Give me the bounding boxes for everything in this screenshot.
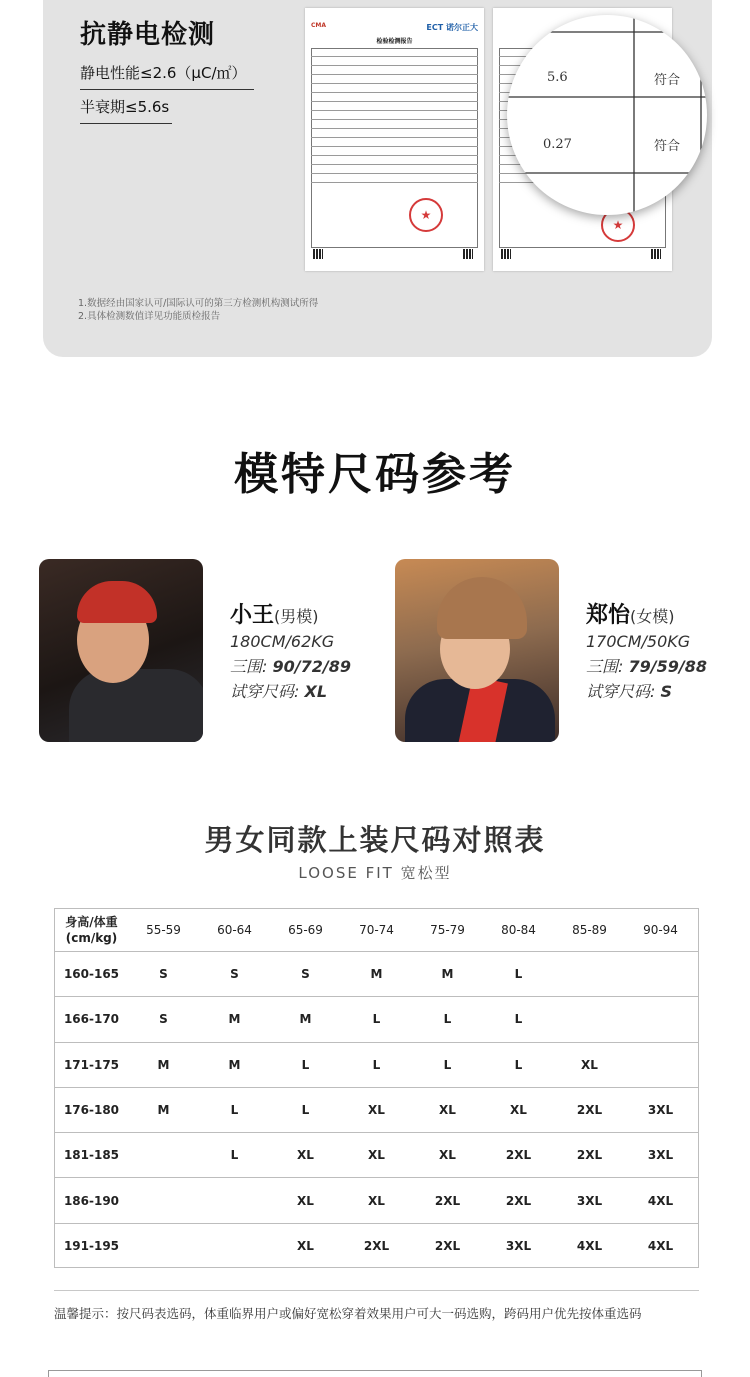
size-cell xyxy=(128,1133,199,1177)
size-cell: L xyxy=(514,967,523,982)
size-cell: L xyxy=(230,1103,239,1118)
size-cell: 2XL xyxy=(505,1193,532,1208)
size-cell xyxy=(199,1224,270,1269)
table-row xyxy=(55,952,698,997)
size-cell xyxy=(625,997,696,1041)
size-cell: 4XL xyxy=(647,1239,674,1254)
table-row xyxy=(55,997,698,1042)
size-cell: L xyxy=(443,1057,452,1072)
test-note: 1.数据经由国家认可/国际认可的第三方检测机构测试所得 xyxy=(78,298,319,309)
size-cell: 3XL xyxy=(505,1239,532,1254)
size-cell: 2XL xyxy=(576,1148,603,1163)
model-name: 小王 xyxy=(230,603,275,628)
try-on-size-label: 试穿尺码: xyxy=(230,682,305,701)
cma-logo: CMA xyxy=(311,22,327,29)
size-cell xyxy=(554,952,625,996)
model-role: (女模) xyxy=(630,607,675,626)
size-cell: S xyxy=(230,967,239,982)
height-range-cell: 166-170 xyxy=(63,1012,120,1027)
model-role: (男模) xyxy=(274,607,319,626)
size-cell: 3XL xyxy=(647,1148,674,1163)
size-cell: L xyxy=(514,1012,523,1027)
qr-code-icon xyxy=(651,249,661,259)
qr-code-icon xyxy=(313,249,323,259)
size-cell: M xyxy=(157,1057,170,1072)
corner-header-line: 身高/体重 xyxy=(65,915,118,929)
weight-column-header: 70-74 xyxy=(359,923,394,937)
female-model-info xyxy=(586,603,707,704)
red-seal-icon: ★ xyxy=(409,198,443,232)
size-cell: 4XL xyxy=(576,1239,603,1254)
ect-logo: ECT 诺尔正大 xyxy=(426,23,478,32)
magnifier-zoom xyxy=(507,15,707,215)
table-row xyxy=(55,1133,698,1178)
size-cell: L xyxy=(514,1057,523,1072)
try-on-size-label: 试穿尺码: xyxy=(586,682,661,701)
zoomed-result: 符合 xyxy=(654,139,681,154)
size-cell: S xyxy=(159,967,168,982)
model-height-weight: 170CM/50KG xyxy=(586,632,691,651)
measure-label: 三围: xyxy=(586,657,629,676)
size-cell: XL xyxy=(368,1148,385,1163)
try-on-size-value: XL xyxy=(304,682,328,701)
height-range-cell: 191-195 xyxy=(63,1239,120,1254)
test-notes xyxy=(78,297,318,323)
zoomed-value: 0.27 xyxy=(543,137,572,152)
report-rows xyxy=(311,48,478,198)
qr-code-icon xyxy=(463,249,473,259)
weight-column-header: 55-59 xyxy=(146,923,181,937)
height-range-cell: 171-175 xyxy=(63,1057,120,1072)
table-row xyxy=(55,1224,698,1269)
size-cell: M xyxy=(370,967,383,982)
size-cell: 4XL xyxy=(647,1193,674,1208)
table-row xyxy=(55,1179,698,1224)
red-seal-icon: ★ xyxy=(601,208,635,242)
zoomed-table-grid xyxy=(507,15,707,215)
test-report-page-1 xyxy=(305,8,484,271)
size-cell: S xyxy=(159,1012,168,1027)
antistatic-title: 抗静电检测 xyxy=(80,20,216,50)
size-cell: M xyxy=(299,1012,312,1027)
size-chart-title: 男女同款上装尺码对照表 xyxy=(204,823,546,857)
size-cell: 2XL xyxy=(434,1193,461,1208)
size-cell: M xyxy=(228,1012,241,1027)
size-cell: XL xyxy=(439,1148,456,1163)
qr-code-icon xyxy=(501,249,511,259)
table-header-row xyxy=(55,909,698,952)
weight-column-header: 85-89 xyxy=(572,923,607,937)
male-model-photo xyxy=(39,559,203,742)
size-cell: XL xyxy=(368,1103,385,1118)
size-cell xyxy=(128,1224,199,1269)
weight-column-header: 80-84 xyxy=(501,923,536,937)
size-cell: L xyxy=(372,1012,381,1027)
height-range-cell: 181-185 xyxy=(63,1148,120,1163)
size-cell: M xyxy=(228,1057,241,1072)
size-cell: L xyxy=(372,1057,381,1072)
size-cell: XL xyxy=(510,1103,527,1118)
model-name: 郑怡 xyxy=(586,603,631,628)
female-model-photo xyxy=(395,559,559,742)
half-life-spec: 半衰期≤5.6s xyxy=(80,96,172,124)
size-cell: XL xyxy=(581,1057,598,1072)
size-cell: 2XL xyxy=(576,1103,603,1118)
height-range-cell: 176-180 xyxy=(63,1103,120,1118)
weight-column-header: 75-79 xyxy=(430,923,465,937)
report-title: 检验检测报告 xyxy=(376,38,413,45)
corner-header-line: (cm/kg) xyxy=(65,931,118,945)
table-row xyxy=(55,1043,698,1088)
table-row xyxy=(55,1088,698,1133)
size-cell: XL xyxy=(297,1239,314,1254)
size-cell: 3XL xyxy=(576,1193,603,1208)
size-cell xyxy=(625,952,696,996)
zoomed-value: 5.6 xyxy=(547,70,568,85)
size-cell: 2XL xyxy=(434,1239,461,1254)
size-cell: L xyxy=(301,1103,310,1118)
size-cell: M xyxy=(157,1103,170,1118)
weight-column-header: 90-94 xyxy=(643,923,678,937)
size-cell: XL xyxy=(439,1103,456,1118)
size-cell: 2XL xyxy=(505,1148,532,1163)
measure-value: 79/59/88 xyxy=(628,657,707,676)
size-chart-subtitle: LOOSE FIT 宽松型 xyxy=(298,864,452,882)
size-cell: L xyxy=(301,1057,310,1072)
divider xyxy=(54,1290,699,1291)
size-cell: L xyxy=(443,1012,452,1027)
height-range-cell: 160-165 xyxy=(63,967,120,982)
measure-value: 90/72/89 xyxy=(272,657,351,676)
size-tip: 温馨提示：按尺码表选码，体重临界用户或偏好宽松穿着效果用户可大一码选购，跨码用户优先按体重选码 xyxy=(54,1306,642,1321)
size-cell xyxy=(199,1179,270,1223)
male-model-info xyxy=(230,603,351,704)
size-cell: S xyxy=(301,967,310,982)
measure-label: 三围: xyxy=(230,657,273,676)
try-on-size-value: S xyxy=(660,682,673,701)
next-section-frame xyxy=(48,1370,702,1377)
size-chart-table xyxy=(54,908,699,1268)
size-cell xyxy=(625,1043,696,1087)
size-cell: M xyxy=(441,967,454,982)
height-range-cell: 186-190 xyxy=(63,1193,120,1208)
size-cell: L xyxy=(230,1148,239,1163)
test-note: 2.具体检测数值详见功能质检报告 xyxy=(78,311,221,322)
size-cell xyxy=(554,997,625,1041)
size-cell: XL xyxy=(368,1193,385,1208)
model-section-title: 模特尺码参考 xyxy=(234,449,516,500)
corner-header xyxy=(55,909,128,951)
zoomed-result: 符合 xyxy=(654,73,681,88)
size-cell: 2XL xyxy=(363,1239,390,1254)
size-cell: XL xyxy=(297,1148,314,1163)
model-height-weight: 180CM/62KG xyxy=(230,632,335,651)
weight-column-header: 65-69 xyxy=(288,923,323,937)
size-cell: 3XL xyxy=(647,1103,674,1118)
size-cell: XL xyxy=(297,1193,314,1208)
size-cell xyxy=(128,1179,199,1223)
static-performance-spec: 静电性能≤2.6（μC/㎡） xyxy=(80,62,254,90)
weight-column-header: 60-64 xyxy=(217,923,252,937)
